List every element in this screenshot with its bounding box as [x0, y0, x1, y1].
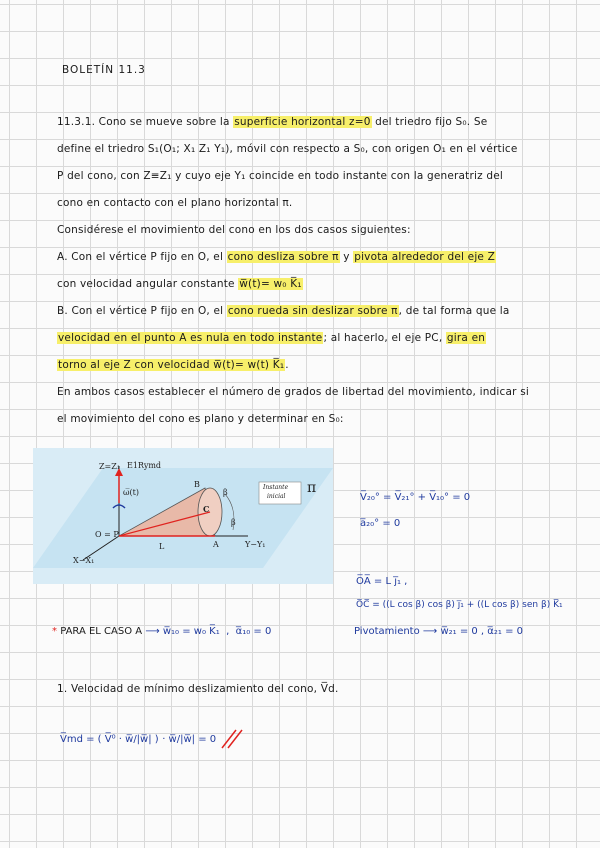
case-b-line-3: [57, 359, 289, 371]
text: 11.3.1. Cono se mueve sobre la: [57, 116, 234, 128]
x-axis-label: X−X₁: [73, 556, 95, 565]
case-b-line-2: [57, 332, 486, 344]
vmd-rhs: · w̅/|w̅| = 0: [162, 734, 217, 745]
box-line-2: inicial: [267, 493, 286, 500]
oa-equation: O̅A̅ = L j̅₁ ,: [356, 576, 408, 587]
beta-bottom-label: β: [231, 518, 236, 527]
text: A. Con el vértice P fijo en O, el: [57, 251, 227, 263]
text: , de tal forma que la: [398, 305, 510, 317]
vmd-lhs: V̅md =: [60, 734, 98, 745]
pivot-row: [354, 626, 523, 637]
asterisk-mark: *: [52, 626, 57, 637]
page-title: BOLETÍN 11.3: [62, 64, 146, 76]
question-line-1: En ambos casos establecer el número de grados de libertad del movimiento, indicar si: [57, 386, 529, 398]
strike-marks: [218, 728, 246, 750]
problem-line-2: define el triedro S₁(O₁; X₁ Z₁ Y₁), móvil con respecto a S₀, con origen O₁ en el vértice: [57, 143, 518, 155]
case-a-line-2: [57, 278, 303, 290]
question-line-2: el movimiento del cono es plano y determinar en S₀:: [57, 413, 344, 425]
highlight: torno al eje Z con velocidad w̅(t)= w(t) K̅₁: [58, 359, 285, 371]
separator: ,: [222, 626, 233, 637]
case-a-omega: w̅₁₀ = w₀ K̅₁: [162, 626, 220, 637]
vmd-inner: ( V̅⁰ · w̅/|w̅| ): [97, 734, 159, 745]
case-b-line-1: [57, 305, 510, 317]
text: B. Con el vértice P fijo en O, el: [57, 305, 227, 317]
case-a-row: [52, 626, 271, 637]
text: .: [285, 359, 289, 371]
strike-line-2: [228, 730, 242, 748]
highlight: cono desliza sobre π: [227, 251, 339, 263]
highlight: superficie horizontal z=0: [234, 116, 371, 128]
acceleration-equation: a̅₂₀° = 0: [360, 518, 401, 529]
box-line-1: Instante: [263, 484, 289, 491]
strike-line-1: [222, 730, 236, 748]
point-b-label: B: [194, 480, 200, 489]
y-axis-label: Y−Y₁: [245, 540, 266, 549]
beta-top-label: β: [223, 488, 228, 497]
case-a-label: PARA EL CASO A: [60, 626, 143, 637]
text: ; al hacerlo, el eje PC,: [323, 332, 446, 344]
oc-equation: O̅C̅ = ((L cos β) cos β) j̅₁ + ((L cos β) sen β) K̅₁: [356, 600, 563, 610]
problem-line-3: P del cono, con Z≡Z₁ y cuyo eje Y₁ coincide en todo instante con la generatriz del: [57, 170, 504, 182]
vmd-formula: [60, 732, 216, 745]
arrow-glyph: ⟶: [145, 626, 160, 637]
highlight: gira en: [446, 332, 486, 344]
origin-label: O = P: [95, 530, 119, 539]
cone-diagram: [33, 448, 333, 584]
problem-line-1: [57, 116, 487, 128]
problem-line-5: Considérese el movimiento del cono en los dos casos siguientes:: [57, 224, 411, 236]
text: con velocidad angular constante: [57, 278, 239, 290]
text: del triedro fijo S₀. Se: [371, 116, 488, 128]
annotation-label: E1Rymd: [127, 461, 162, 470]
case-a-line-1: [57, 251, 496, 263]
pivot-label: Pivotamiento: [354, 626, 420, 637]
z-axis-label: Z=Z₁: [99, 462, 121, 471]
case-a-alpha: α̅₁₀ = 0: [235, 626, 272, 637]
highlight: cono rueda sin deslizar sobre π: [227, 305, 398, 317]
length-l-label: L: [159, 542, 165, 551]
pivot-equation: w̅₂₁ = 0 , α̅₂₁ = 0: [440, 626, 523, 637]
plane-pi-label: π: [307, 480, 317, 496]
highlight: pivota alrededor del eje Z: [354, 251, 496, 263]
omega-label: ω̅(t): [123, 488, 139, 497]
point-c-label: C: [203, 504, 210, 514]
velocity-equation: V̅₂₀° = V̅₂₁° + V̅₁₀° = 0: [360, 492, 471, 503]
problem-line-4: cono en contacto con el plano horizontal π.: [57, 197, 293, 209]
question-1: 1. Velocidad de mínimo deslizamiento del cono, V̅d.: [57, 683, 339, 695]
text: y: [339, 251, 354, 263]
highlight: velocidad en el punto A es nula en todo instante: [58, 332, 323, 344]
point-a-label: A: [213, 540, 219, 549]
arrow-glyph: ⟶: [422, 626, 438, 637]
highlight: w̅(t)= w₀ K̅₁: [239, 278, 302, 290]
